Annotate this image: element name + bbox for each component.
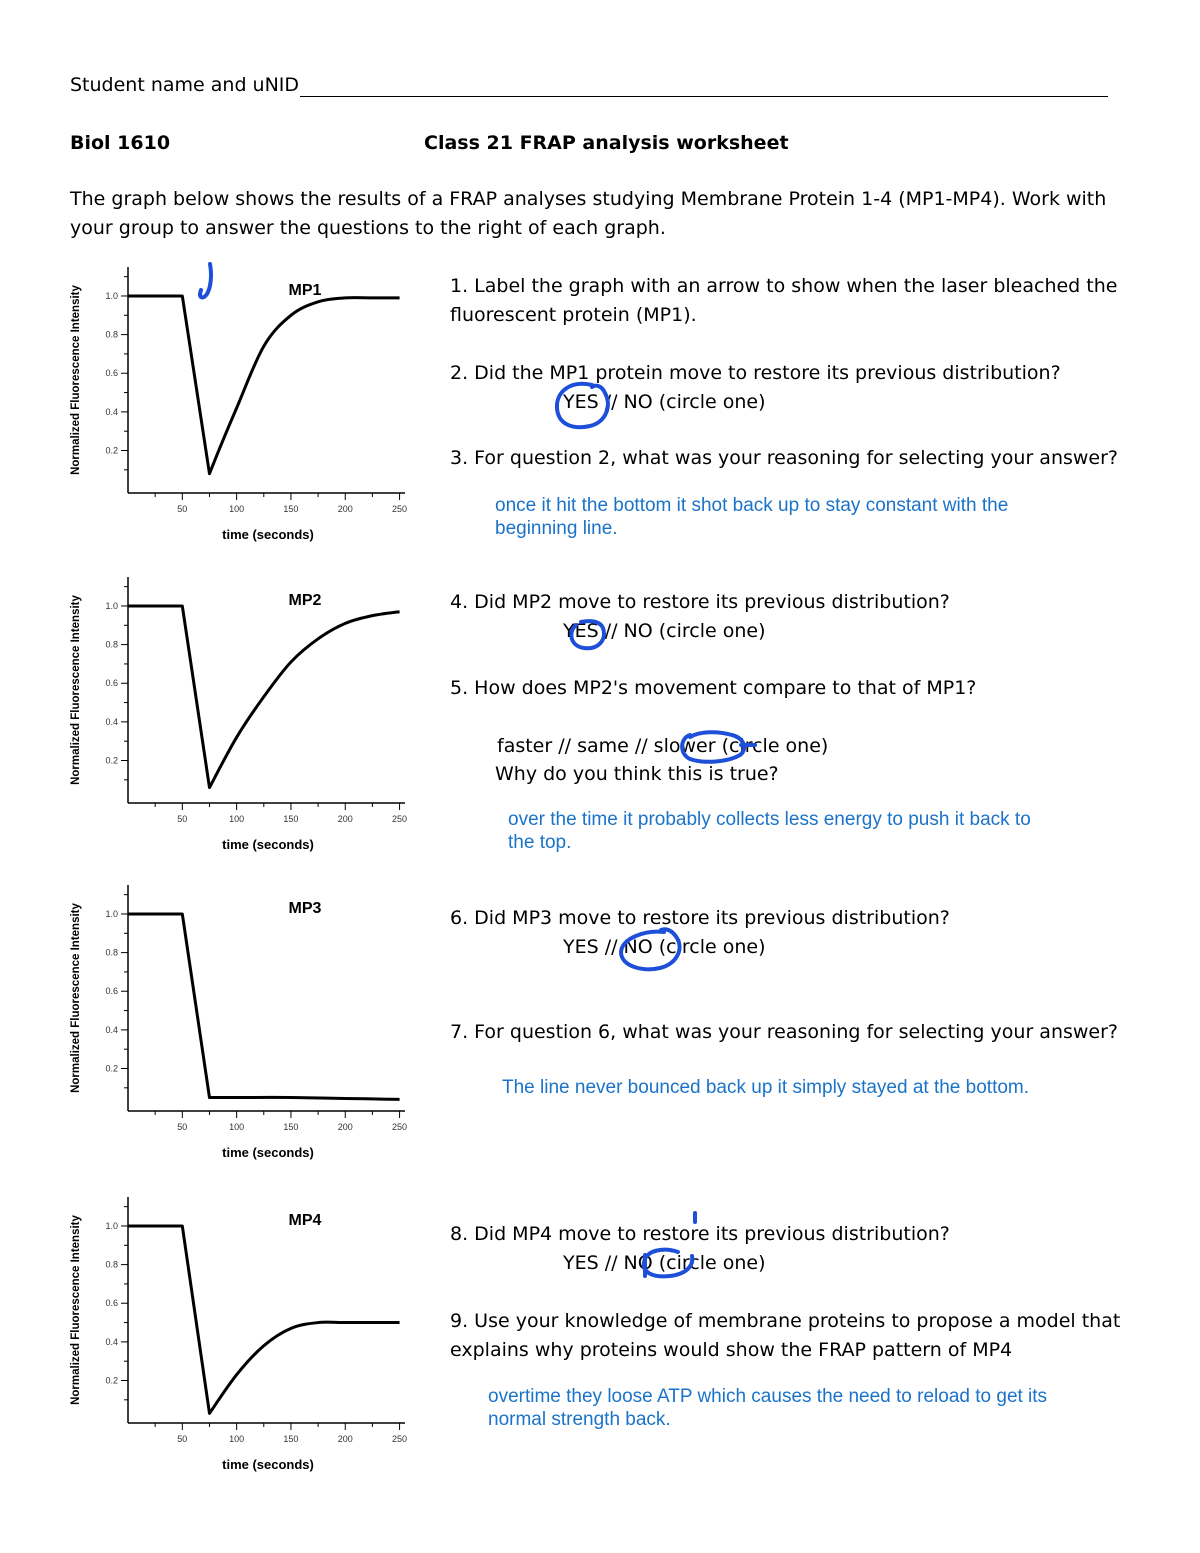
question-7: 7. For question 6, what was your reasoning for selecting your answer? [450, 1021, 1119, 1043]
hand-drawn-arrow-icon [200, 264, 211, 297]
x-tick-label: 150 [283, 1122, 299, 1132]
x-tick-label: 50 [177, 504, 188, 514]
y-tick-label: 0.8 [105, 947, 118, 958]
y-tick-label: 0.4 [105, 406, 118, 417]
x-tick-label: 200 [337, 1122, 353, 1132]
student-name-text: Student name and uNID [70, 74, 300, 96]
y-tick-label: 0.8 [105, 1259, 118, 1270]
x-tick-label: 100 [229, 1434, 245, 1444]
intro-paragraph: The graph below shows the results of a FRAP analyses studying Membrane Protein 1-4 (MP1-MP4). Work with your group to answer the questions to the right of each graph. [70, 188, 1107, 239]
circle-mark-q2 [557, 384, 608, 427]
question-1: 1. Label the graph with an arrow to show when the laser bleached the [450, 275, 1118, 297]
answer-3[interactable]: once it hit the bottom it shot back up to stay constant with the beginning line. [495, 495, 1009, 539]
y-tick-label: 0.4 [105, 716, 118, 727]
x-axis-label: time (seconds) [222, 1145, 314, 1160]
circle-mark-q5 [682, 732, 755, 762]
circle-mark-q6 [621, 929, 680, 969]
question-9: 9. Use your knowledge of membrane proteins to propose a model that [450, 1310, 1121, 1332]
y-axis-label: Normalized Fluorescence Intensity [70, 285, 82, 475]
x-tick-label: 150 [283, 814, 299, 824]
circle-mark-q8 [644, 1250, 693, 1277]
question-4: 4. Did MP2 move to restore its previous distribution? [450, 591, 950, 613]
x-tick-label: 150 [283, 1434, 299, 1444]
question-6: 6. Did MP3 move to restore its previous distribution? [450, 907, 950, 929]
graph-title: MP3 [288, 900, 322, 917]
y-tick-label: 0.2 [105, 1375, 118, 1386]
course-code: Biol 1610 [70, 132, 171, 154]
x-tick-label: 100 [229, 814, 245, 824]
y-tick-label: 0.6 [105, 678, 118, 689]
y-axis-label: Normalized Fluorescence Intensity [70, 903, 82, 1093]
y-tick-label: 0.4 [105, 1024, 118, 1035]
y-axis-label: Normalized Fluorescence Intensity [70, 1215, 82, 1405]
graph-title: MP2 [288, 592, 322, 609]
y-tick-label: 0.8 [105, 639, 118, 650]
y-axis-label: Normalized Fluorescence Intensity [70, 595, 82, 785]
x-tick-label: 100 [229, 504, 245, 514]
y-tick-label: 0.2 [105, 755, 118, 766]
x-tick-label: 100 [229, 1122, 245, 1132]
x-tick-label: 250 [392, 1122, 408, 1132]
question-8: 8. Did MP4 move to restore its previous distribution? [450, 1223, 950, 1245]
x-tick-label: 200 [337, 1434, 353, 1444]
x-tick-label: 250 [392, 814, 408, 824]
y-tick-label: 0.2 [105, 1063, 118, 1074]
question-5-options[interactable]: faster // same // slower (circle one) [497, 735, 829, 757]
x-axis-label: time (seconds) [222, 1457, 314, 1472]
x-axis-label: time (seconds) [222, 527, 314, 542]
graph-title: MP4 [288, 1212, 322, 1229]
answer-5[interactable]: over the time it probably collects less energy to push it back to the top. [508, 809, 1031, 853]
y-tick-label: 1.0 [105, 908, 118, 919]
y-tick-label: 1.0 [105, 290, 118, 301]
x-tick-label: 200 [337, 814, 353, 824]
y-tick-label: 0.8 [105, 329, 118, 340]
graph-title: MP1 [288, 282, 322, 299]
question-8-options[interactable]: YES // NO (circle one) [563, 1252, 766, 1274]
question-2-options[interactable]: YES // NO (circle one) [563, 391, 766, 413]
answer-7[interactable]: The line never bounced back up it simply stayed at the bottom. [502, 1077, 1030, 1098]
circle-mark-q4 [571, 621, 604, 648]
x-tick-label: 200 [337, 504, 353, 514]
question-1-cont: fluorescent protein (MP1). [450, 304, 697, 326]
y-tick-label: 0.4 [105, 1336, 118, 1347]
y-tick-label: 0.6 [105, 368, 118, 379]
x-tick-label: 50 [177, 814, 188, 824]
question-4-options[interactable]: YES // NO (circle one) [563, 620, 766, 642]
y-tick-label: 0.6 [105, 986, 118, 997]
x-tick-label: 250 [392, 504, 408, 514]
x-tick-label: 150 [283, 504, 299, 514]
question-2: 2. Did the MP1 protein move to restore its previous distribution? [450, 362, 1061, 384]
y-tick-label: 1.0 [105, 1220, 118, 1231]
question-5-why: Why do you think this is true? [495, 763, 779, 785]
worksheet-title: Class 21 FRAP analysis worksheet [424, 132, 789, 154]
question-6-options[interactable]: YES // NO (circle one) [563, 936, 766, 958]
x-axis-label: time (seconds) [222, 837, 314, 852]
x-tick-label: 50 [177, 1122, 188, 1132]
question-3: 3. For question 2, what was your reasoning for selecting your answer? [450, 447, 1119, 469]
answer-9[interactable]: overtime they loose ATP which causes the need to reload to get its normal strength back. [488, 1386, 1048, 1430]
y-tick-label: 1.0 [105, 600, 118, 611]
question-9-cont: explains why proteins would show the FRAP pattern of MP4 [450, 1339, 1013, 1361]
y-tick-label: 0.6 [105, 1298, 118, 1309]
y-tick-label: 0.2 [105, 445, 118, 456]
x-tick-label: 250 [392, 1434, 408, 1444]
question-5: 5. How does MP2's movement compare to that of MP1? [450, 677, 977, 699]
x-tick-label: 50 [177, 1434, 188, 1444]
